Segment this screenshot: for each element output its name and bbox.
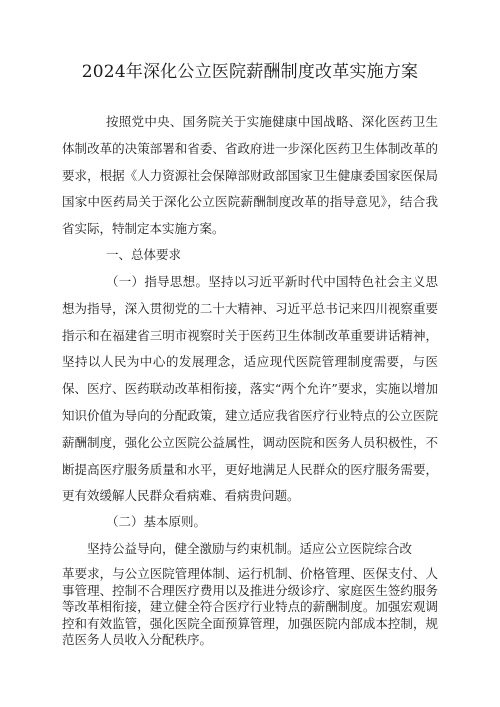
guiding-thought-paragraph: （一）指导思想。坚持以习近平新时代中国特色社会主义思想为指导，深入贯彻党的二十大精神、习近平总书记来四川视察重要指示和在福建省三明市视察时关于医药卫生体制改革重要讲话精神，坚持以人民为中心的发展理念，适应现代医院管理制度需要，与医保、医疗、医药联动改革相衔接，落实“两个允许”要求，实施以增加知识价值为导向的分配政策，建立适应我省医疗行业特点的公立医院薪酬制度，强化公立医院公益属性，调动医院和医务人员积极性，不断提高医疗服务质量和水平，更好地满足人民群众的医疗服务需要，更有效缓解人民群众看病难、看病贵问题。 <box>62 274 438 504</box>
section-heading-general-requirements: 一、总体要求 <box>106 247 182 262</box>
basic-principles-heading: （二）基本原则。 <box>106 514 207 529</box>
principle-lead-line: 坚持公益导向，健全激励与约束机制。适应公立医院综合改 <box>87 541 413 556</box>
intro-paragraph: 按照党中央、国务院关于实施健康中国战略、深化医药卫生体制改革的决策部署和省委、省政府进一步深化医药卫生体制改革的要求，根据《人力资源社会保障部财政部国家卫生健康委国家医保局国家中医药局关于深化公立医院薪酬制度改革的指导意见》，结合我省实际，特制定本实施方案。 <box>62 114 438 237</box>
document-title: 2024年深化公立医院薪酬制度改革实施方案 <box>81 62 419 82</box>
principle-continuation-paragraph: 革要求，与公立医院管理体制、运行机制、价格管理、医保支付、人事管理、控制不合理医疗费用以及推进分级诊疗、家庭医生签约服务等改革相衔接，建立健全符合医疗行业特点的薪酬制度。加强宏观调控和有效监管，强化医院全面预算管理，加强医院内部成本控制，规范医务人员收入分配秩序。 <box>62 566 438 647</box>
